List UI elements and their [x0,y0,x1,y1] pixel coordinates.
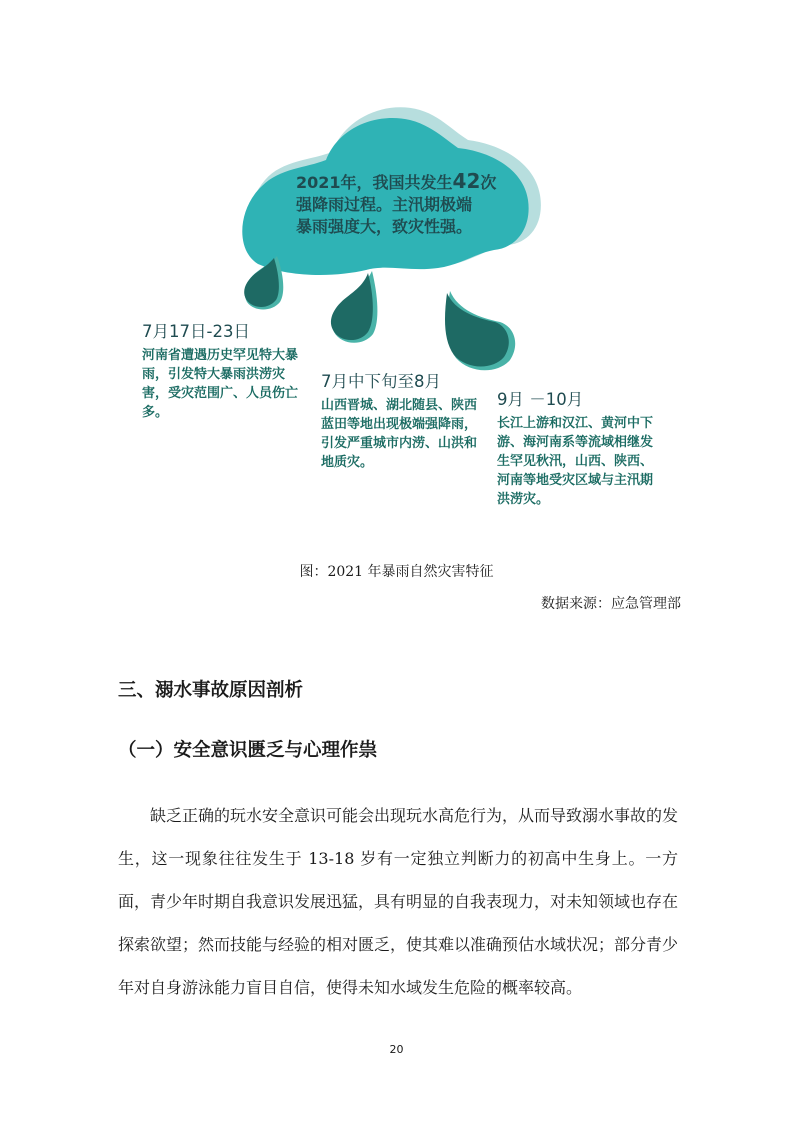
event-mid-july-august [321,371,483,472]
cloud-text-line1: 2021年，我国共发生 [296,173,453,192]
raindrop-2 [331,273,373,340]
cloud-text-unit: 次 [480,173,497,192]
event-description: 山西晋城、湖北随县、陕西蓝田等地出现极端强降雨，引发严重城市内涝、山洪和地质灾。 [321,398,478,470]
body-paragraph: 缺乏正确的玩水安全意识可能会出现玩水高危行为，从而导致溺水事故的发生，这一现象往往发生于 13-18 岁有一定独立判断力的初高中生身上。一方面，青少年时期自我意识发展迅猛，具有明显的自我表现力，对未知领域也存在探索欲望；然而技能与经验的相对匮乏，使其难以准确预估水域状况；部分青少年对自身游泳能力盲目自信，使得未知水域发生危险的概率较高。 [118,806,679,997]
cloud-text-line3: 暴雨强度大，致灾性强。 [296,217,473,236]
event-title: 9月 －10月 [497,390,584,409]
raindrop-3 [445,293,509,367]
figure-caption: 图：2021 年暴雨自然灾害特征 [299,564,494,580]
subsection-heading: （一）安全意识匮乏与心理作祟 [118,740,378,761]
cloud-text-number: 42 [452,169,481,193]
event-description: 长江上游和汉江、黄河中下游、海河南系等流域相继发生罕见秋汛，山西、陕西、河南等地受灾区域与主汛期洪涝灾。 [497,416,654,507]
cloud-summary-text [296,170,526,238]
event-description: 河南省遭遇历史罕见特大暴雨，引发特大暴雨洪涝灾害，受灾范围广、人员伤亡多。 [142,348,299,420]
cloud-text-line2: 强降雨过程。主汛期极端 [296,195,473,214]
page-number: 20 [389,1043,404,1056]
event-autumn-flood [497,389,663,509]
event-title: 7月中下旬至8月 [321,372,441,391]
event-title: 7月17日-23日 [142,322,250,341]
event-henan [142,321,302,422]
section-heading: 三、溺水事故原因剖析 [118,680,304,701]
rainstorm-figure [0,0,793,560]
cloud-and-raindrops-illustration [0,0,793,560]
data-source: 数据来源：应急管理部 [541,596,681,612]
